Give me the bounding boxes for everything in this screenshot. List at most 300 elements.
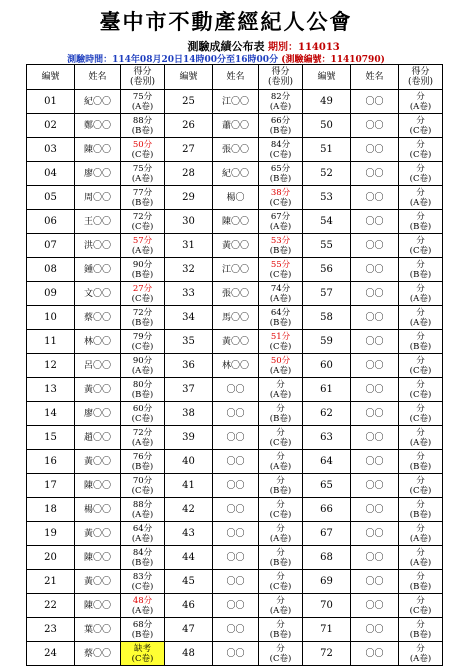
cell-no: 41 — [165, 474, 213, 498]
score-value: 分 — [416, 619, 425, 630]
paper-type: (B卷) — [131, 317, 154, 328]
cell-name: 〇〇 — [351, 618, 399, 642]
score-value: 分 — [416, 187, 425, 198]
cell-no: 53 — [303, 186, 351, 210]
table-row — [27, 210, 443, 234]
cell-score — [399, 282, 443, 306]
score-value: 分 — [276, 619, 285, 630]
score-value: 53分 — [270, 235, 291, 246]
subtitle: 測驗成績公布表 — [187, 40, 265, 53]
paper-type: (A卷) — [409, 533, 432, 544]
cell-score — [259, 594, 303, 618]
cell-no: 59 — [303, 330, 351, 354]
paper-type: (A卷) — [131, 173, 154, 184]
cell-score — [121, 618, 165, 642]
cell-no: 42 — [165, 498, 213, 522]
paper-type: (A卷) — [269, 365, 292, 376]
table-row — [27, 498, 443, 522]
paper-type: (B卷) — [269, 245, 292, 256]
cell-score — [259, 570, 303, 594]
cell-no: 33 — [165, 282, 213, 306]
cell-name: 〇〇 — [351, 114, 399, 138]
score-value: 60分 — [132, 403, 153, 414]
cell-no: 45 — [165, 570, 213, 594]
score-value: 分 — [276, 379, 285, 390]
cell-name: 王〇〇 — [75, 210, 121, 234]
cell-no: 54 — [303, 210, 351, 234]
score-value: 分 — [416, 571, 425, 582]
cell-no: 20 — [27, 546, 75, 570]
score-value: 缺考 — [133, 643, 151, 654]
cell-name: 廖〇〇 — [75, 402, 121, 426]
table-row — [27, 162, 443, 186]
score-value: 84分 — [132, 547, 153, 558]
table-row — [27, 282, 443, 306]
cell-name: 〇〇 — [351, 522, 399, 546]
paper-type: (C卷) — [409, 485, 432, 496]
score-value: 72分 — [132, 307, 153, 318]
paper-type: (C卷) — [409, 125, 432, 136]
page-title: 臺中市不動產經紀人公會 — [99, 9, 353, 34]
paper-type: (A卷) — [409, 197, 432, 208]
cell-score — [399, 330, 443, 354]
table-row — [27, 90, 443, 114]
header-score — [399, 65, 443, 90]
cell-no: 65 — [303, 474, 351, 498]
cell-score — [121, 90, 165, 114]
cell-score — [259, 234, 303, 258]
score-value: 分 — [276, 427, 285, 438]
cell-name: 林〇〇 — [213, 354, 259, 378]
cell-no: 30 — [165, 210, 213, 234]
cell-name: 黃〇〇 — [75, 570, 121, 594]
table-body — [27, 90, 443, 666]
paper-type: (C卷) — [269, 341, 292, 352]
cell-score — [121, 306, 165, 330]
cell-name: 江〇〇 — [213, 90, 259, 114]
cell-score — [121, 546, 165, 570]
score-value: 66分 — [270, 115, 291, 126]
score-value: 分 — [276, 499, 285, 510]
header-name: 姓名 — [75, 65, 121, 90]
cell-score — [259, 522, 303, 546]
cell-no: 01 — [27, 90, 75, 114]
table-row — [27, 138, 443, 162]
score-value: 80分 — [132, 379, 153, 390]
paper-type: (A卷) — [409, 437, 432, 448]
table-row — [27, 306, 443, 330]
cell-name: 陳〇〇 — [75, 474, 121, 498]
cell-name: 〇〇 — [213, 402, 259, 426]
score-value: 79分 — [132, 331, 153, 342]
paper-type: (B卷) — [409, 581, 432, 592]
score-value: 分 — [276, 403, 285, 414]
paper-type: (B卷) — [131, 269, 154, 280]
paper-type: (C卷) — [409, 245, 432, 256]
cell-name: 〇〇 — [213, 618, 259, 642]
cell-no: 70 — [303, 594, 351, 618]
score-value: 分 — [416, 91, 425, 102]
cell-score — [121, 138, 165, 162]
score-value: 分 — [276, 571, 285, 582]
cell-no: 63 — [303, 426, 351, 450]
paper-type: (C卷) — [131, 221, 154, 232]
cell-name: 黃〇〇 — [75, 450, 121, 474]
cell-no: 50 — [303, 114, 351, 138]
paper-type: (A卷) — [131, 533, 154, 544]
cell-score — [399, 570, 443, 594]
cell-no: 18 — [27, 498, 75, 522]
header-no: 編號 — [27, 65, 75, 90]
cell-no: 72 — [303, 642, 351, 666]
cell-no: 40 — [165, 450, 213, 474]
cell-score — [121, 258, 165, 282]
cell-name: 〇〇 — [213, 594, 259, 618]
cell-name: 葉〇〇 — [75, 618, 121, 642]
score-value: 分 — [416, 475, 425, 486]
cell-score — [259, 402, 303, 426]
table-row — [27, 378, 443, 402]
header-score-label: 得分 — [271, 67, 290, 77]
paper-type: (C卷) — [269, 509, 292, 520]
paper-type: (B卷) — [131, 389, 154, 400]
cell-name: 〇〇 — [351, 90, 399, 114]
paper-type: (C卷) — [131, 653, 154, 664]
score-value: 84分 — [270, 139, 291, 150]
cell-score — [259, 618, 303, 642]
cell-score — [399, 138, 443, 162]
paper-type: (A卷) — [269, 389, 292, 400]
score-value: 88分 — [132, 115, 153, 126]
cell-no: 48 — [165, 642, 213, 666]
cell-name: 〇〇 — [351, 546, 399, 570]
score-value: 分 — [416, 355, 425, 366]
cell-score — [399, 594, 443, 618]
cell-name: 〇〇 — [213, 546, 259, 570]
paper-type: (A卷) — [269, 101, 292, 112]
paper-type: (A卷) — [269, 461, 292, 472]
paper-type: (C卷) — [409, 365, 432, 376]
score-value: 27分 — [132, 283, 153, 294]
cell-no: 34 — [165, 306, 213, 330]
cell-name: 〇〇 — [351, 330, 399, 354]
paper-type: (B卷) — [131, 461, 154, 472]
table-row — [27, 642, 443, 666]
paper-type: (B卷) — [409, 269, 432, 280]
table-row — [27, 618, 443, 642]
header-name: 姓名 — [213, 65, 259, 90]
score-value: 70分 — [132, 475, 153, 486]
cell-no: 22 — [27, 594, 75, 618]
paper-type: (A卷) — [131, 101, 154, 112]
score-value: 75分 — [132, 163, 153, 174]
cell-no: 13 — [27, 378, 75, 402]
cell-no: 38 — [165, 402, 213, 426]
score-value: 分 — [276, 595, 285, 606]
cell-name: 楊〇〇 — [75, 498, 121, 522]
table-row — [27, 402, 443, 426]
cell-name: 廖〇〇 — [75, 162, 121, 186]
cell-name: 〇〇 — [213, 474, 259, 498]
cell-no: 23 — [27, 618, 75, 642]
cell-name: 黃〇〇 — [75, 522, 121, 546]
score-value: 分 — [416, 163, 425, 174]
cell-score — [259, 354, 303, 378]
cell-name: 蔡〇〇 — [75, 642, 121, 666]
table-row — [27, 546, 443, 570]
cell-name: 馬〇〇 — [213, 306, 259, 330]
cell-score — [259, 498, 303, 522]
cell-name: 陳〇〇 — [75, 594, 121, 618]
score-value: 分 — [276, 475, 285, 486]
paper-type: (C卷) — [409, 605, 432, 616]
cell-name: 〇〇 — [351, 138, 399, 162]
cell-name: 〇〇 — [351, 282, 399, 306]
cell-no: 09 — [27, 282, 75, 306]
cell-name: 呂〇〇 — [75, 354, 121, 378]
cell-no: 03 — [27, 138, 75, 162]
cell-no: 02 — [27, 114, 75, 138]
cell-score — [399, 234, 443, 258]
cell-score — [259, 258, 303, 282]
header-score-sub: (卷別) — [129, 77, 156, 87]
cell-score — [121, 378, 165, 402]
cell-score — [121, 642, 165, 666]
cell-name: 〇〇 — [351, 426, 399, 450]
cell-score — [259, 474, 303, 498]
score-value: 分 — [276, 451, 285, 462]
score-value: 72分 — [132, 427, 153, 438]
cell-no: 46 — [165, 594, 213, 618]
paper-type: (A卷) — [269, 221, 292, 232]
cell-no: 08 — [27, 258, 75, 282]
paper-type: (C卷) — [409, 413, 432, 424]
table-row — [27, 426, 443, 450]
cell-name: 洪〇〇 — [75, 234, 121, 258]
cell-name: 〇〇 — [351, 210, 399, 234]
score-value: 分 — [276, 643, 285, 654]
cell-no: 12 — [27, 354, 75, 378]
cell-no: 67 — [303, 522, 351, 546]
cell-score — [399, 210, 443, 234]
paper-type: (B卷) — [269, 485, 292, 496]
paper-type: (C卷) — [131, 149, 154, 160]
cell-score — [121, 594, 165, 618]
cell-score — [399, 90, 443, 114]
cell-no: 56 — [303, 258, 351, 282]
cell-no: 66 — [303, 498, 351, 522]
cell-name: 〇〇 — [351, 594, 399, 618]
cell-no: 43 — [165, 522, 213, 546]
paper-type: (A卷) — [269, 293, 292, 304]
paper-type: (C卷) — [269, 197, 292, 208]
cell-name: 〇〇 — [351, 570, 399, 594]
score-value: 分 — [416, 523, 425, 534]
paper-type: (B卷) — [131, 629, 154, 640]
score-value: 分 — [416, 643, 425, 654]
header-score — [259, 65, 303, 90]
cell-no: 39 — [165, 426, 213, 450]
paper-type: (A卷) — [269, 605, 292, 616]
paper-type: (C卷) — [131, 413, 154, 424]
cell-no: 49 — [303, 90, 351, 114]
score-value: 64分 — [270, 307, 291, 318]
cell-score — [121, 498, 165, 522]
cell-no: 32 — [165, 258, 213, 282]
score-value: 分 — [416, 379, 425, 390]
score-value: 分 — [416, 259, 425, 270]
cell-name: 林〇〇 — [75, 330, 121, 354]
cell-no: 57 — [303, 282, 351, 306]
paper-type: (C卷) — [131, 341, 154, 352]
paper-type: (B卷) — [409, 509, 432, 520]
paper-type: (A卷) — [409, 293, 432, 304]
score-value: 57分 — [132, 235, 153, 246]
cell-score — [259, 90, 303, 114]
score-value: 分 — [416, 139, 425, 150]
cell-no: 16 — [27, 450, 75, 474]
table-row — [27, 258, 443, 282]
cell-name: 江〇〇 — [213, 258, 259, 282]
header-score-sub: (卷別) — [407, 77, 434, 87]
cell-name: 〇〇 — [351, 186, 399, 210]
score-value: 分 — [276, 523, 285, 534]
cell-name: 張〇〇 — [213, 282, 259, 306]
cell-score — [399, 426, 443, 450]
cell-score — [121, 450, 165, 474]
cell-name: 張〇〇 — [213, 138, 259, 162]
score-value: 分 — [416, 595, 425, 606]
score-value: 88分 — [132, 499, 153, 510]
cell-score — [259, 138, 303, 162]
score-value: 83分 — [132, 571, 153, 582]
cell-name: 黃〇〇 — [213, 234, 259, 258]
cell-score — [121, 402, 165, 426]
cell-name: 〇〇 — [213, 570, 259, 594]
paper-type: (C卷) — [131, 581, 154, 592]
cell-score — [259, 450, 303, 474]
cell-score — [399, 186, 443, 210]
cell-score — [399, 642, 443, 666]
score-value: 67分 — [270, 211, 291, 222]
table-row — [27, 594, 443, 618]
score-value: 90分 — [132, 259, 153, 270]
paper-type: (C卷) — [269, 581, 292, 592]
cell-name: 陳〇〇 — [213, 210, 259, 234]
score-value: 68分 — [132, 619, 153, 630]
cell-score — [259, 426, 303, 450]
score-value: 90分 — [132, 355, 153, 366]
paper-type: (A卷) — [409, 101, 432, 112]
score-value: 48分 — [132, 595, 153, 606]
cell-name: 〇〇 — [351, 402, 399, 426]
table-row — [27, 234, 443, 258]
cell-score — [121, 522, 165, 546]
cell-score — [121, 234, 165, 258]
cell-score — [121, 570, 165, 594]
cell-no: 37 — [165, 378, 213, 402]
cell-score — [259, 186, 303, 210]
paper-type: (C卷) — [269, 437, 292, 448]
cell-no: 07 — [27, 234, 75, 258]
cell-name: 蔡〇〇 — [75, 306, 121, 330]
cell-name: 〇〇 — [351, 162, 399, 186]
paper-type: (A卷) — [409, 557, 432, 568]
paper-type: (B卷) — [269, 413, 292, 424]
cell-score — [121, 330, 165, 354]
cell-score — [259, 162, 303, 186]
paper-type: (B卷) — [409, 461, 432, 472]
score-value: 55分 — [270, 259, 291, 270]
cell-score — [121, 282, 165, 306]
cell-score — [399, 258, 443, 282]
cell-score — [259, 330, 303, 354]
header-score-sub: (卷別) — [267, 77, 294, 87]
cell-name: 〇〇 — [351, 450, 399, 474]
table-row — [27, 570, 443, 594]
cell-name: 〇〇 — [351, 642, 399, 666]
paper-type: (C卷) — [269, 269, 292, 280]
header-score-label: 得分 — [133, 67, 152, 77]
table-row — [27, 186, 443, 210]
score-value: 82分 — [270, 91, 291, 102]
paper-type: (A卷) — [409, 653, 432, 664]
header-score-label: 得分 — [411, 67, 430, 77]
score-value: 分 — [416, 115, 425, 126]
paper-type: (B卷) — [269, 317, 292, 328]
cell-no: 15 — [27, 426, 75, 450]
cell-name: 〇〇 — [351, 234, 399, 258]
cell-no: 14 — [27, 402, 75, 426]
score-value: 分 — [416, 331, 425, 342]
paper-type: (C卷) — [131, 485, 154, 496]
cell-no: 06 — [27, 210, 75, 234]
cell-score — [121, 426, 165, 450]
cell-no: 64 — [303, 450, 351, 474]
cell-score — [121, 186, 165, 210]
header-row — [27, 65, 443, 90]
cell-name: 〇〇 — [213, 498, 259, 522]
score-value: 75分 — [132, 91, 153, 102]
cell-name: 〇〇 — [351, 258, 399, 282]
cell-name: 〇〇 — [351, 498, 399, 522]
cell-score — [121, 162, 165, 186]
cell-score — [399, 450, 443, 474]
cell-no: 17 — [27, 474, 75, 498]
cell-no: 44 — [165, 546, 213, 570]
cell-score — [399, 522, 443, 546]
score-value: 分 — [276, 547, 285, 558]
score-value: 74分 — [270, 283, 291, 294]
paper-type: (B卷) — [131, 557, 154, 568]
cell-name: 〇〇 — [213, 522, 259, 546]
cell-no: 62 — [303, 402, 351, 426]
score-value: 分 — [416, 403, 425, 414]
cell-score — [259, 642, 303, 666]
score-table — [26, 64, 443, 666]
paper-type: (A卷) — [131, 365, 154, 376]
cell-name: 陳〇〇 — [75, 138, 121, 162]
table-row — [27, 330, 443, 354]
header-name: 姓名 — [351, 65, 399, 90]
cell-no: 69 — [303, 570, 351, 594]
cell-score — [121, 354, 165, 378]
cell-no: 11 — [27, 330, 75, 354]
cell-no: 61 — [303, 378, 351, 402]
table-row — [27, 474, 443, 498]
cell-no: 05 — [27, 186, 75, 210]
cell-no: 26 — [165, 114, 213, 138]
